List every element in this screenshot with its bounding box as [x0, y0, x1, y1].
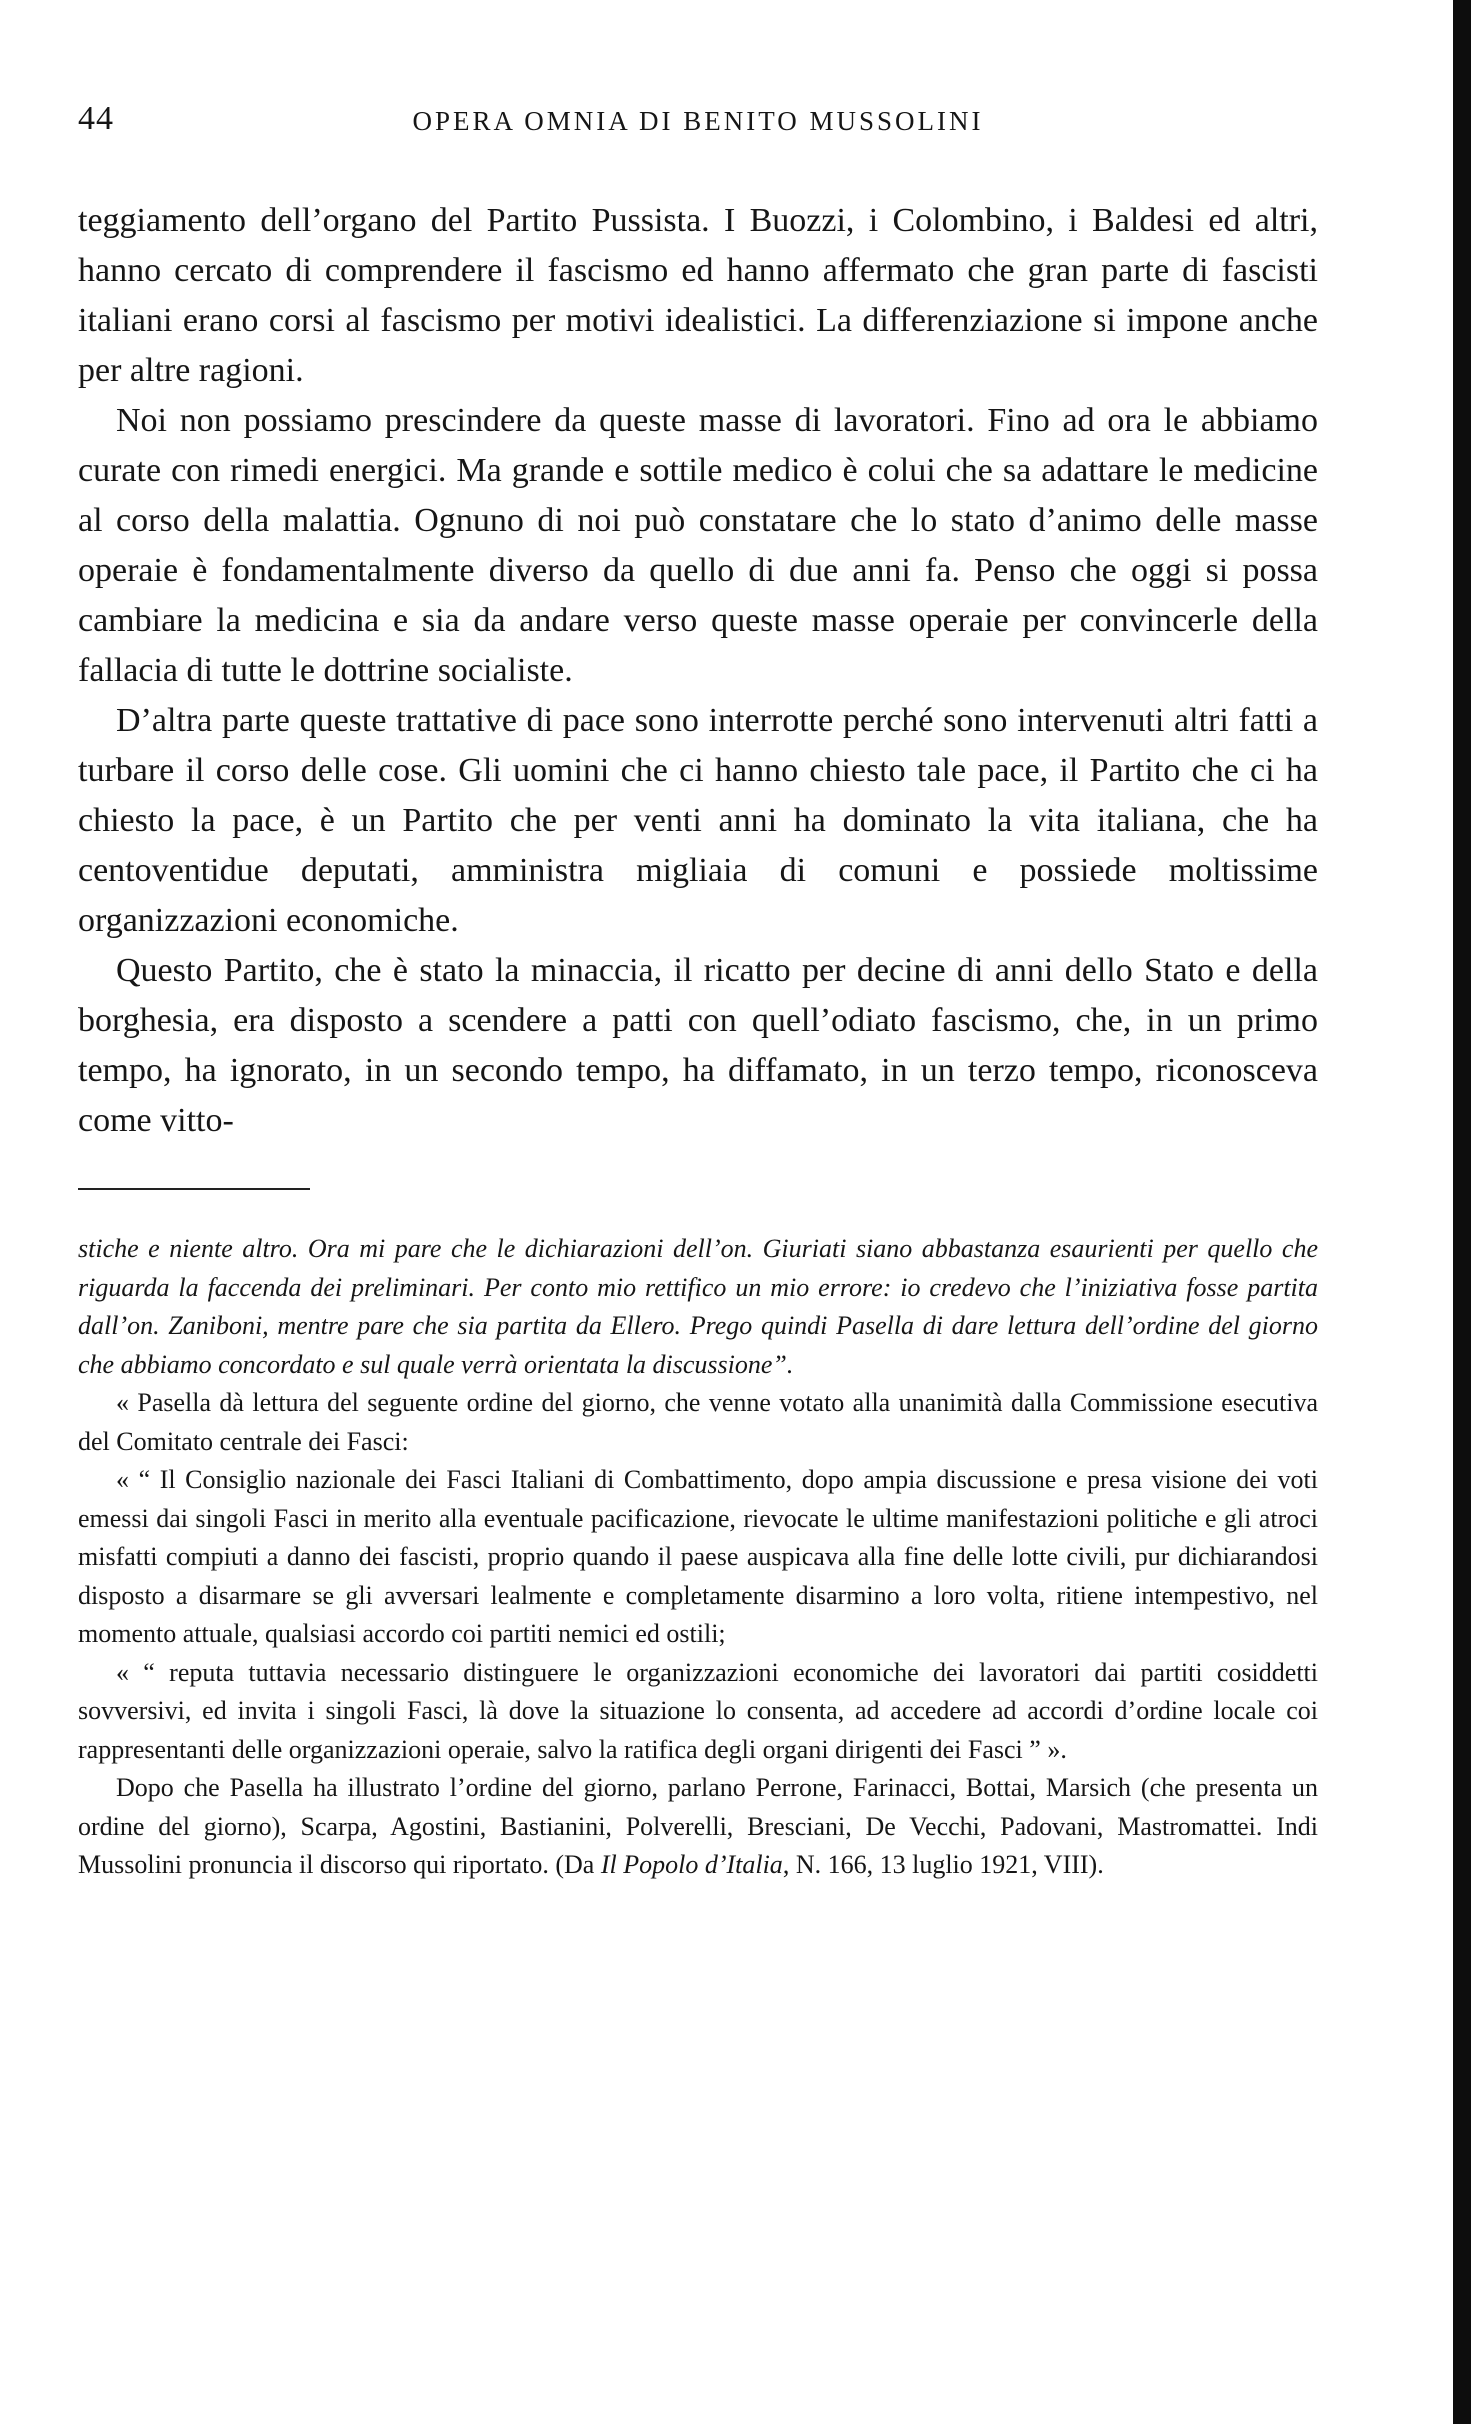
paragraph-4: Questo Partito, che è stato la minaccia, il ricatto per decine di anni dello Stato e della borghesia, era disposto a scendere a patti con quell’odiato fascismo, che, in un primo tempo, ha ignorato, in un secondo tempo, ha diffamato, in un terzo tempo, riconosceva come vitto- — [78, 952, 1318, 1139]
paragraph-3: D’altra parte queste trattative di pace sono interrotte perché sono intervenuti altri fatti a turbare il corso delle cose. Gli uomini che ci hanno chiesto tale pace, il Partito che ci ha chiesto la pace, è un Partito che per venti anni ha dominato la vita italiana, che ha centoventidue deputati, amministra migliaia di comuni e possiede moltissime organizzazioni economiche. — [78, 702, 1318, 939]
main-text — [78, 196, 1318, 1146]
footnote-paragraph-5 — [78, 1769, 1318, 1885]
footnote-5-text-start: Dopo che Pasella ha illustrato l’ordine del giorno, parlano Perrone, Farinacci, Bottai, Marsich (che presenta un ordine del giorno), Scarpa, Agostini, Bastianini, Polverelli, Bresciani, De Vecchi, Padovani, Mastromattei. Indi Mussolini pronuncia il discorso qui riportato. (Da — [78, 1773, 1318, 1879]
footnotes — [78, 1230, 1318, 1885]
footnote-paragraph-1: stiche e niente altro. Ora mi pare che le dichiarazioni dell’on. Giuriati siano abbastanza esaurienti per quello che riguarda la faccenda dei preliminari. Per conto mio rettifico un mio errore: io credevo che l’iniziativa fosse partita dall’on. Zaniboni, mentre pare che sia partita da Ellero. Prego quindi Pasella di dare lettura dell’ordine del giorno che abbiamo concordato e sul quale verrà orientata la discussione”. — [78, 1234, 1318, 1379]
footnote-5-text-end: , N. 166, 13 luglio 1921, VIII). — [782, 1850, 1104, 1879]
footnote-paragraph-4: « “ reputa tuttavia necessario distinguere le organizzazioni economiche dei lavoratori dai partiti cosiddetti sovversivi, ed invita i singoli Fasci, là dove la situazione lo consenta, ad accedere ad accordi d’ordine locale coi rappresentanti delle organizzazioni operaie, salvo la ratifica degli organi dirigenti dei Fasci ” ». — [78, 1657, 1318, 1764]
paragraph-2: Noi non possiamo prescindere da queste masse di lavoratori. Fino ad ora le abbiamo curate con rimedi energici. Ma grande e sottile medico è colui che sa adattare le medicine al corso della malattia. Ognuno di noi può constatare che lo stato d’animo delle masse operaie è fondamentalmente diverso da quello di due anni fa. Penso che oggi si possa cambiare la medicina e sia da andare verso queste masse operaie per convincerle della fallacia di tutte le dottrine socialiste. — [78, 402, 1318, 689]
book-page — [78, 100, 1318, 1885]
page-number: 44 — [78, 100, 114, 137]
footnote-divider — [78, 1188, 310, 1190]
footnote-paragraph-2: « Pasella dà lettura del seguente ordine del giorno, che venne votato alla unanimità dalla Commissione esecutiva del Comitato centrale dei Fasci: — [78, 1388, 1318, 1456]
running-head — [78, 100, 1318, 160]
footnote-paragraph-3: « “ Il Consiglio nazionale dei Fasci Italiani di Combattimento, dopo ampia discussione e presa visione dei voti emessi dai singoli Fasci in merito alla eventuale pacificazione, rievocate le ultime manifestazioni politiche e gli atroci misfatti compiuti a danno dei fascisti, proprio quando il paese auspicava alla fine delle lotte civili, pur dichiarandosi disposto a disarmare se gli avversari lealmente e completamente disarmino a loro volta, ritiene intempestivo, nel momento attuale, qualsiasi accordo coi partiti nemici ed ostili; — [78, 1465, 1318, 1648]
source-title: Il Popolo d’Italia — [600, 1850, 783, 1879]
page-edge-shadow — [1453, 0, 1471, 2424]
running-title: OPERA OMNIA DI BENITO MUSSOLINI — [412, 106, 984, 136]
paragraph-1: teggiamento dell’organo del Partito Pussista. I Buozzi, i Colombino, i Baldesi ed altri, hanno cercato di comprendere il fascismo ed hanno affermato che gran parte di fascisti italiani erano corsi al fascismo per motivi idealistici. La differenziazione si impone anche per altre ragioni. — [78, 202, 1318, 389]
